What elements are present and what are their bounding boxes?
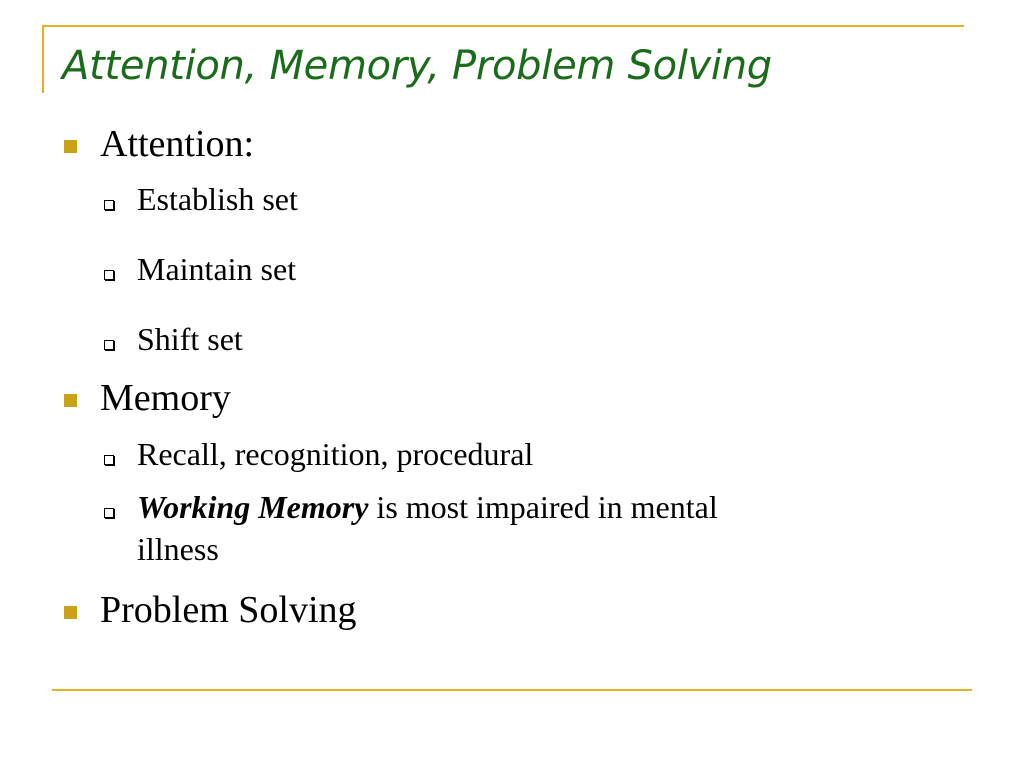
sub-bullet-establish-set: Establish set — [137, 181, 298, 217]
bullet-attention: Attention: — [100, 123, 255, 165]
bottom-rule — [52, 689, 972, 691]
hollow-square-bullet-icon — [104, 200, 114, 210]
sub-bullet-working-memory — [137, 486, 718, 528]
sub-bullet-maintain-set: Maintain set — [137, 251, 297, 287]
square-bullet-icon — [64, 140, 77, 153]
frame-top-rule — [42, 25, 964, 27]
slide-title: Attention, Memory, Problem Solving — [62, 43, 772, 89]
sub-bullet-recall: Recall, recognition, procedural — [137, 436, 534, 472]
sub-bullet-working-memory-continued: illness — [137, 531, 219, 567]
square-bullet-icon — [64, 394, 77, 407]
hollow-square-bullet-icon — [104, 340, 114, 350]
working-memory-text: is most impaired in mental — [368, 489, 718, 525]
hollow-square-bullet-icon — [104, 508, 114, 518]
bullet-problem-solving: Problem Solving — [100, 589, 357, 631]
sub-bullet-shift-set: Shift set — [137, 321, 243, 357]
bullet-memory: Memory — [100, 377, 231, 419]
hollow-square-bullet-icon — [104, 455, 114, 465]
working-memory-emphasis: Working Memory — [137, 489, 369, 525]
square-bullet-icon — [64, 606, 77, 619]
hollow-square-bullet-icon — [104, 270, 114, 280]
frame-left-rule — [42, 25, 44, 93]
